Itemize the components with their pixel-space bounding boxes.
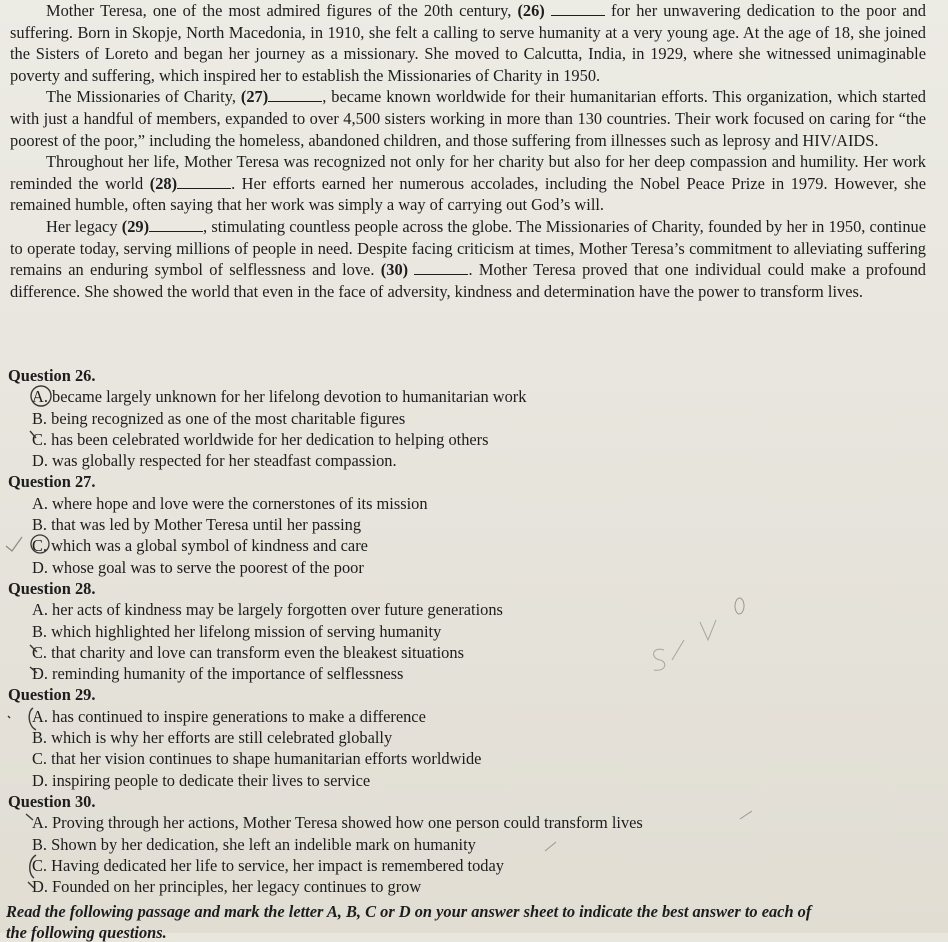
answer-option-29d[interactable]: D. inspiring people to dedicate their lives to service: [32, 770, 371, 790]
answer-option-28d[interactable]: D. reminding humanity of the importance of selflessness: [32, 664, 404, 684]
question-title: Question 29.: [8, 685, 96, 705]
question-title: Question 28.: [8, 578, 96, 598]
question-26: [8, 365, 938, 471]
answer-option-30d[interactable]: D. Founded on her principles, her legacy continues to grow: [32, 877, 422, 897]
blank-28[interactable]: [177, 176, 231, 189]
question-30: [8, 791, 938, 897]
blank-30[interactable]: [414, 262, 468, 275]
answer-option-28a[interactable]: A. her acts of kindness may be largely forgotten over future generations: [32, 600, 503, 620]
answer-option-30c[interactable]: C. Having dedicated her life to service, her impact is remembered today: [32, 855, 504, 875]
answer-option-28c[interactable]: C. that charity and love can transform even the bleakest situations: [32, 642, 464, 662]
paragraph-2: The Missionaries of Charity, (27) , became known worldwide for their humanitarian efforts. This organization, which started with just a handful of members, expanded to over 4,500 sisters working in more than 130 countries. Their work focused on caring for “the poorest of the poor,” including the homeless, abandoned children, and those suffering from illnesses such as leprosy and HIV/AIDS.: [10, 87, 926, 150]
answer-option-26a[interactable]: A. became largely unknown for her lifelong devotion to humanitarian work: [32, 387, 527, 407]
question-list: [8, 365, 938, 897]
blank-26[interactable]: [551, 3, 605, 16]
question-title: Question 30.: [8, 791, 96, 811]
blank-27[interactable]: [268, 89, 322, 102]
answer-option-27d[interactable]: D. whose goal was to serve the poorest of the poor: [32, 557, 364, 577]
blank-label-29: (29): [121, 216, 150, 236]
instruction-line-cut: the following questions.: [6, 923, 167, 942]
paragraph-1: Mother Teresa, one of the most admired figures of the 20th century, (26) for her unwavering dedication to the poor and suffering. Born in Skopje, North Macedonia, in 1910, she felt a calling to serve humanity at a very young age. At the age of 18, she joined the Sisters of Loreto and began her journey as a missionary. She moved to Calcutta, India, in 1929, where she witnessed unimaginable poverty and suffering, which inspired her to establish the Missionaries of Charity in 1950.: [10, 1, 926, 85]
answer-option-30b[interactable]: B. Shown by her dedication, she left an indelible mark on humanity: [32, 834, 476, 854]
answer-option-29a[interactable]: A. has continued to inspire generations to make a difference: [32, 706, 426, 726]
answer-option-28b[interactable]: B. which highlighted her lifelong mission of serving humanity: [32, 621, 442, 641]
blank-label-26: (26): [517, 1, 545, 20]
blank-label-28: (28): [149, 173, 178, 193]
question-29: [8, 684, 938, 790]
instruction-line: Read the following passage and mark the letter A, B, C or D on your answer sheet to indicate the best answer to each of: [6, 902, 812, 921]
blank-label-30: (30): [380, 260, 409, 280]
question-title: Question 27.: [8, 472, 96, 492]
answer-option-29c[interactable]: C. that her vision continues to shape humanitarian efforts worldwide: [32, 749, 482, 769]
question-27: [8, 471, 938, 577]
answer-option-29b[interactable]: B. which is why her efforts are still celebrated globally: [32, 728, 393, 748]
answer-option-26b[interactable]: B. being recognized as one of the most charitable figures: [32, 408, 406, 428]
answer-option-26c[interactable]: C. has been celebrated worldwide for her dedication to helping others: [32, 429, 489, 449]
paragraph-3: Throughout her life, Mother Teresa was recognized not only for her charity but also for her deep compassion and humility. Her work reminded the world (28) . Her efforts earned her numerous accolades, including the Nobel Peace Prize in 1979. However, she remained humble, often saying that her work was simply a way of carrying out God’s will.: [10, 152, 926, 215]
paragraph-4: Her legacy (29) , stimulating countless people across the globe. The Missionaries of Charity, founded by her in 1950, continue to operate today, serving millions of people in need. Despite facing criticism at times, Mother Teresa’s commitment to alleviating suffering remains an enduring symbol of selflessness and love. (30) . Mother Teresa proved that one individual could make a profound difference. She showed the world that even in the face of adversity, kindness and determination have the power to transform lives.: [10, 216, 927, 301]
answer-option-26d[interactable]: D. was globally respected for her steadfast compassion.: [32, 451, 397, 471]
answer-option-27c[interactable]: C. which was a global symbol of kindness and care: [32, 536, 368, 556]
blank-label-27: (27): [240, 87, 269, 107]
answer-option-30a[interactable]: A. Proving through her actions, Mother Teresa showed how one person could transform lives: [32, 813, 643, 833]
reading-passage: [10, 0, 926, 302]
blank-29[interactable]: [149, 219, 203, 232]
question-28: [8, 578, 938, 684]
answer-option-27a[interactable]: A. where hope and love were the cornerstones of its mission: [32, 493, 428, 513]
answer-option-27b[interactable]: B. that was led by Mother Teresa until her passing: [32, 515, 362, 535]
question-title: Question 26.: [8, 366, 96, 385]
